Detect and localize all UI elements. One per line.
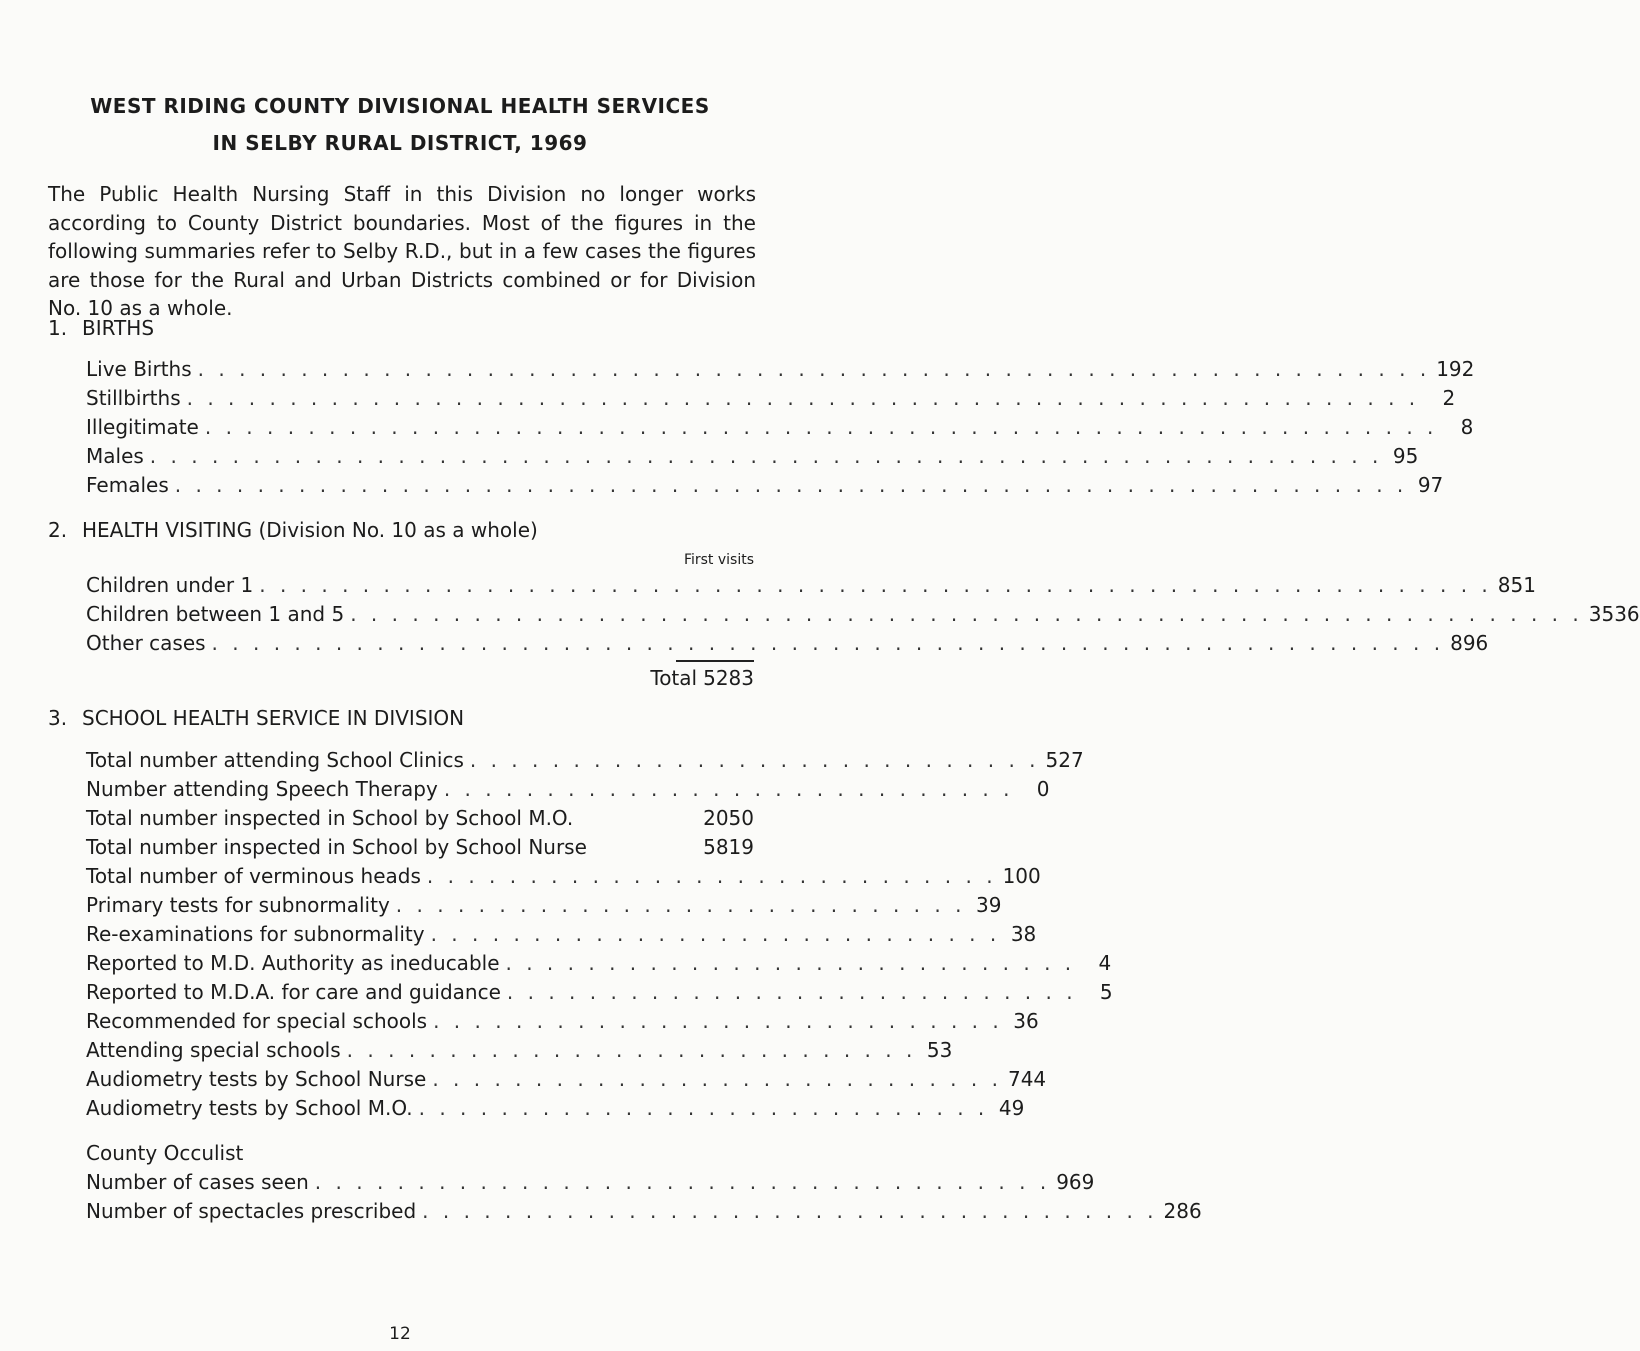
school-number: 3. [48,706,68,730]
total-label: Total [650,666,698,690]
row-value: 2050 [703,806,754,830]
school-row: Audiometry tests by School Nurse . . . . . . . . . . . . . . . . . . . . . . . . . . . . 744 [86,1067,1047,1091]
row-label: Total number inspected in School by School M.O. [86,806,574,830]
occulist-row: Number of cases seen . . . . . . . . . . . . . . . . . . . . . . . . . . . . . . . . . . . . 969 [86,1170,1095,1194]
births-number: 1. [48,316,68,340]
row-value: 5 [1099,980,1113,1004]
school-row: Re-examinations for subnormality . . . . . . . . . . . . . . . . . . . . . . . . . . . . 38 [86,922,1037,946]
births-row: Illegitimate . . . . . . . . . . . . . . . . . . . . . . . . . . . . . . . . . . . . . . . . . . . . . . . . . . . . . . . . . . . . 8 [86,415,1474,439]
row-value: 8 [1460,415,1474,439]
births-row: Females . . . . . . . . . . . . . . . . . . . . . . . . . . . . . . . . . . . . . . . . . . . . . . . . . . . . . . . . . . . . 97 [86,473,1444,497]
row-label: Primary tests for subnormality [86,893,390,917]
health-visiting-row: Other cases . . . . . . . . . . . . . . . . . . . . . . . . . . . . . . . . . . . . . . . . . . . . . . . . . . . . . . . . . . . . 896 [86,631,1489,655]
row-label: Reported to M.D. Authority as ineducable [86,951,500,975]
intro-paragraph: The Public Health Nursing Staff in this Division no longer works according to County District boundaries. Most of the figures in the following summaries refer to Selby R.D., but in a few cases the figures are those for the Rural and Urban Districts combined or for Division No. 10 as a whole. [48,182,756,320]
row-label: Number of spectacles prescribed [86,1199,417,1223]
school-row: Attending special schools . . . . . . . . . . . . . . . . . . . . . . . . . . . . 53 [86,1038,953,1062]
first-visits-header: First visits [683,552,754,568]
row-label: Illegitimate [86,415,199,439]
row-value: 49 [998,1096,1025,1120]
school-row: Total number of verminous heads . . . . . . . . . . . . . . . . . . . . . . . . . . . . 100 [86,864,1041,888]
row-label: Recommended for special schools [86,1009,428,1033]
row-value: 744 [1007,1067,1047,1091]
row-label: Number attending Speech Therapy [86,777,438,801]
row-value: 3536 [1588,602,1640,626]
health-visiting-number: 2. [48,518,68,542]
row-label: Live Births [86,357,192,381]
school-heading [48,706,464,730]
school-row: Number attending Speech Therapy . . . . . . . . . . . . . . . . . . . . . . . . . . . . 0 [86,777,1050,801]
school-row: Reported to M.D. Authority as ineducable . . . . . . . . . . . . . . . . . . . . . . . . . . . . 4 [86,951,1112,975]
row-label: Audiometry tests by School M.O. [86,1096,413,1120]
row-label: Total number attending School Clinics [86,748,464,772]
row-label: Children between 1 and 5 [86,602,345,626]
row-label: Reported to M.D.A. for care and guidance [86,980,501,1004]
health-visiting-row: Children between 1 and 5 . . . . . . . . . . . . . . . . . . . . . . . . . . . . . . . . . . . . . . . . . . . . . . . . . . . . . . . . . . . . 3536 [86,602,1640,626]
row-value: 969 [1056,1170,1095,1194]
title-line-2: IN SELBY RURAL DISTRICT, 1969 [212,131,588,155]
row-label: Total number of verminous heads [86,864,421,888]
page-number: 12 [389,1324,411,1344]
row-label: Audiometry tests by School Nurse [86,1067,427,1091]
row-label: Females [86,473,169,497]
row-value: 36 [1013,1009,1039,1033]
total-value: 5283 [703,666,754,690]
row-value: 851 [1497,573,1536,597]
title-line-1: WEST RIDING COUNTY DIVISIONAL HEALTH SERVICES [90,94,710,118]
births-heading [48,316,154,340]
school-row [86,835,754,863]
row-value: 97 [1417,473,1444,497]
total-line [644,666,754,690]
school-row: Recommended for special schools . . . . . . . . . . . . . . . . . . . . . . . . . . . . 36 [86,1009,1039,1033]
school-row: Audiometry tests by School M.O. . . . . . . . . . . . . . . . . . . . . . . . . . . . . 49 [86,1096,1025,1120]
row-value: 5819 [703,835,754,859]
health-visiting-title: HEALTH VISITING (Division No. 10 as a whole) [82,518,538,542]
row-label: Children under 1 [86,573,254,597]
total-rule [676,660,754,662]
row-value: 527 [1045,748,1084,772]
row-label: Other cases [86,631,206,655]
row-label: Males [86,444,144,468]
row-value: 2 [1442,386,1456,410]
county-occulist-heading: County Occulist [86,1141,244,1165]
row-value: 39 [976,893,1002,917]
row-label: Number of cases seen [86,1170,309,1194]
school-row: Total number attending School Clinics . . . . . . . . . . . . . . . . . . . . . . . . . . . . 527 [86,748,1084,772]
health-visiting-heading [48,518,538,542]
school-title: SCHOOL HEALTH SERVICE IN DIVISION [82,706,465,730]
row-label: Total number inspected in School by School Nurse [86,835,587,859]
row-value: 38 [1010,922,1037,946]
row-value: 95 [1392,444,1419,468]
births-row: Live Births . . . . . . . . . . . . . . . . . . . . . . . . . . . . . . . . . . . . . . . . . . . . . . . . . . . . . . . . . . . . 192 [86,357,1475,381]
row-value: 192 [1436,357,1475,381]
row-value: 286 [1163,1199,1202,1223]
occulist-row: Number of spectacles prescribed . . . . . . . . . . . . . . . . . . . . . . . . . . . . . . . . . . . . 286 [86,1199,1202,1223]
births-row: Males . . . . . . . . . . . . . . . . . . . . . . . . . . . . . . . . . . . . . . . . . . . . . . . . . . . . . . . . . . . . 95 [86,444,1419,468]
row-value: 100 [1002,864,1041,888]
row-label: Stillbirths [86,386,181,410]
row-value: 896 [1450,631,1489,655]
school-row: Primary tests for subnormality . . . . . . . . . . . . . . . . . . . . . . . . . . . . 39 [86,893,1002,917]
births-title: BIRTHS [82,316,155,340]
health-visiting-row: Children under 1 . . . . . . . . . . . . . . . . . . . . . . . . . . . . . . . . . . . . . . . . . . . . . . . . . . . . . . . . . . . . 851 [86,573,1536,597]
row-value: 53 [926,1038,953,1062]
row-label: Attending special schools [86,1038,341,1062]
births-row: Stillbirths . . . . . . . . . . . . . . . . . . . . . . . . . . . . . . . . . . . . . . . . . . . . . . . . . . . . . . . . . . . . 2 [86,386,1456,410]
row-value: 4 [1098,951,1112,975]
school-row [86,806,754,834]
row-label: Re-examinations for subnormality [86,922,425,946]
row-value: 0 [1036,777,1050,801]
school-row: Reported to M.D.A. for care and guidance . . . . . . . . . . . . . . . . . . . . . . . . . . . . 5 [86,980,1113,1004]
